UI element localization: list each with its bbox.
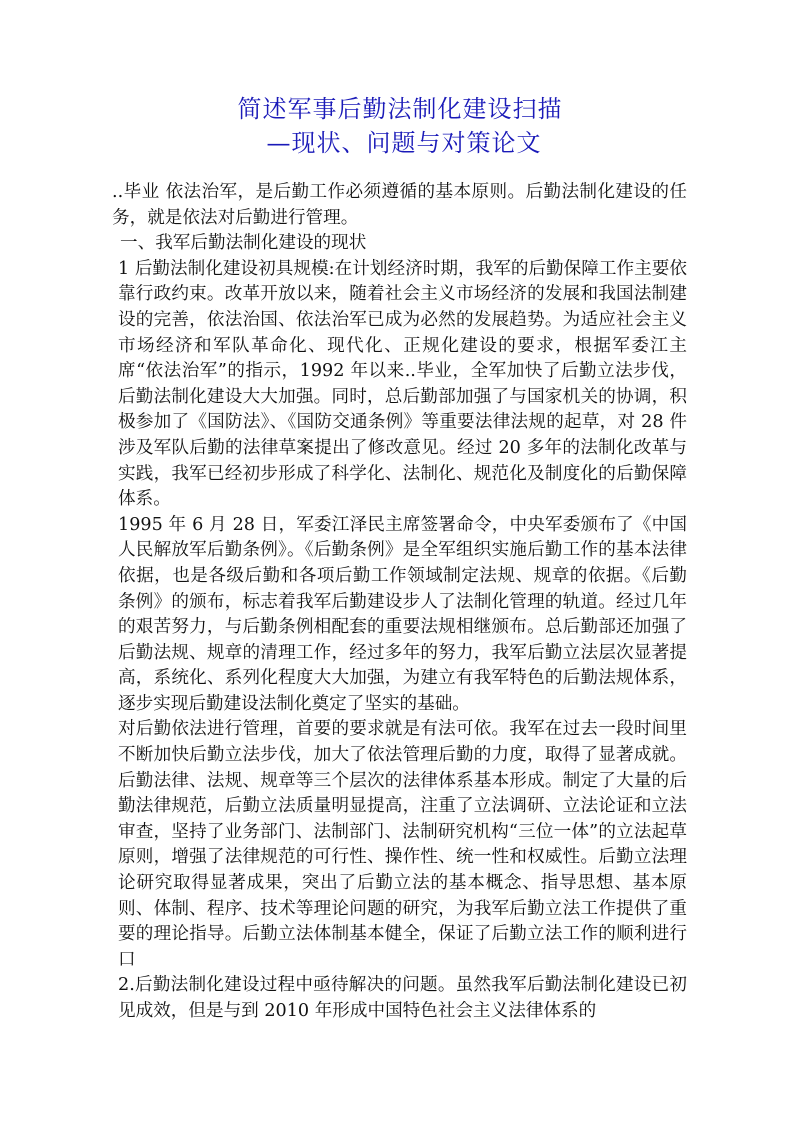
document-body (112, 180, 687, 1025)
title-line-main: 简述军事后勤法制化建设扫描 (237, 95, 563, 123)
title-line-subtitle: —现状、问题与对策论文 (266, 129, 542, 157)
section-heading-status: 一、我军后勤法制化建设的现状 (120, 233, 367, 254)
paragraph-problems: 2.后勤法制化建设过程中亟待解决的问题。虽然我军后勤法制化建设已初见成效，但是与到 2010 年形成中国特色社会主义法律体系的 (118, 975, 687, 1021)
paragraph-scale: 1 后勤法制化建设初具规模:在计划经济时期，我军的后勤保障工作主要依靠行政约束。改革开放以来，随着社会主义市场经济的发展和我国法制建设的完善，依法治国、依法治军已成为必然的发展趋势。为适应社会主义市场经济和军队革命化、现代化、正规化建设的要求，根据军委江主席“依法治军”的指示，1992 年以来..毕业，全军加快了后勤立法步伐，后勤法制化建设大大加强。同时，总后勤部加强了与国家机关的协调，积极参加了《国防法》、《国防交通条例》等重要法律法规的起草，对 28 件涉及军队后勤的法律草案提出了修改意见。经过 20 多年的法制化改革与实践，我军已经初步形成了科学化、法制化、规范化及制度化的后勤保障体系。 (118, 258, 687, 510)
document-title (0, 92, 800, 160)
paragraph-intro: ..毕业 依法治军，是后勤工作必须遵循的基本原则。后勤法制化建设的任务，就是依法对后勤进行管理。 (112, 182, 687, 228)
paragraph-legal-management: 对后勤依法进行管理，首要的要求就是有法可依。我军在过去一段时间里不断加快后勤立法步伐，加大了依法管理后勤的力度，取得了显著成就。后勤法律、法规、规章等三个层次的法律体系基本形成。制定了大量的后勤法律规范，后勤立法质量明显提高，注重了立法调研、立法论证和立法审查，坚持了业务部门、法制部门、法制研究机构“三位一体”的立法起草原则，增强了法律规范的可行性、操作性、统一性和权威性。后勤立法理论研究取得显著成果，突出了后勤立法的基本概念、指导思想、基本原则、体制、程序、技术等理论问题的研究，为我军后勤立法工作提供了重要的理论指导。后勤立法体制基本健全，保证了后勤立法工作的顺利进行口 (118, 719, 687, 970)
paragraph-regulation-1995: 1995 年 6 月 28 日，军委江泽民主席签署命令，中央军委颁布了《中国人民解放军后勤条例》。《后勤条例》是全军组织实施后勤工作的基本法律依据，也是各级后勤和各项后勤工作领域制定法规、规章的依据。《后勤条例》的颁布，标志着我军后勤建设步人了法制化管理的轨道。经过几年的艰苦努力，与后勤条例相配套的重要法规相继颁布。总后勤部还加强了后勤法规、规章的清理工作，经过多年的努力，我军后勤立法层次显著提高，系统化、系列化程度大大加强，为建立有我军特色的后勤法规体系，逐步实现后勤建设法制化奠定了坚实的基础。 (118, 514, 687, 714)
